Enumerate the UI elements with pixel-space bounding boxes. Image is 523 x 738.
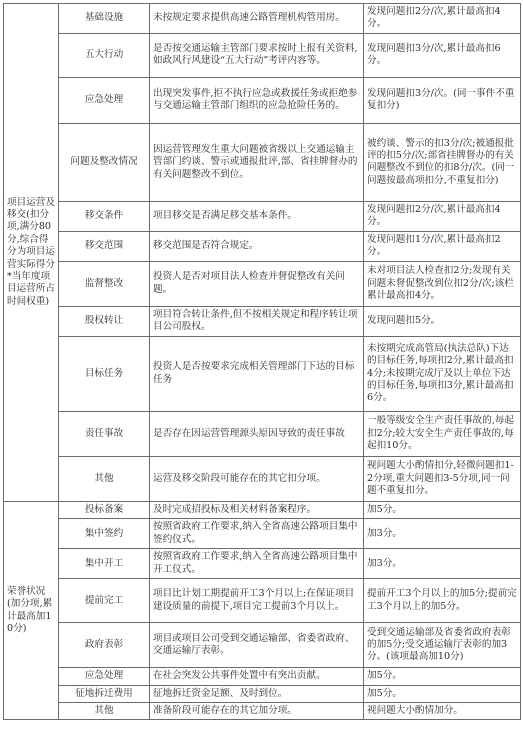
item-rule: 提前开工3个月以上的加5分;提前完工3个月以上的加5分。 [364,579,521,623]
item-rule: 加3分。 [364,519,521,549]
item-name: 责任事故 [59,411,150,456]
item-name: 征地拆迁费用 [59,685,150,702]
table-row [4,306,521,336]
item-content: 运营及移交阶段可能存在的其它扣分项。 [150,456,364,501]
item-rule: 视问题大小酌情加分。 [364,703,521,720]
item-name: 政府表彰 [59,623,150,668]
item-content: 在社会突发公共事件处置中有突出贡献。 [150,668,364,685]
item-name: 应急处理 [59,77,150,123]
item-content: 准备阶段可能存在的其它加分项。 [150,703,364,720]
table-row [4,456,521,501]
table-row [4,703,521,720]
item-content: 投资人是否按要求完成相关管理部门下达的目标任务 [150,336,364,411]
item-content: 移交范围是否符合规定。 [150,231,364,261]
item-name: 应急处理 [59,668,150,685]
item-name: 集中签约 [59,519,150,549]
table-row [4,519,521,549]
item-content: 是否按交通运输主管部门要求按时上报有关资料,如政风行风建设“五大行动”考评内容等。 [150,33,364,77]
item-rule: 未按期完成高管局(执法总队)下达的目标任务,每项扣2分,累计最高扣4分;未按期完成厅及以上单位下达的目标任务,每项扣3分,累计最高扣6分。 [364,336,521,411]
item-rule: 加5分。 [364,668,521,685]
item-name: 目标任务 [59,336,150,411]
item-content: 因运营管理发生重大问题被省级以上交通运输主管部门约谈、警示或通报批评,部、省挂牌督办的有关问题整改不到位。 [150,123,364,201]
item-rule: 未对项目法人检查扣2分;发现有关问题未督促整改到位扣2分/次;该栏累计最高扣4分。 [364,261,521,306]
table-row [4,123,521,201]
item-rule: 受到交通运输部及省委省政府表彰的加5分;受交通运输厅表彰的加3分。(该项最高加10分) [364,623,521,668]
item-name: 其他 [59,703,150,720]
table-row [4,336,521,411]
category-deduction: 项目运营及移交(扣分项,满分80分,综合得分为项目运营实际得分*当年度项目运营所占时间权重) [4,4,59,502]
table-row [4,4,521,34]
item-content: 项目移交是否满足移交基本条件。 [150,201,364,231]
table-row [4,33,521,77]
item-content: 按照省政府工作要求,纳入全省高速公路项目集中开工仪式。 [150,549,364,579]
table-row [4,231,521,261]
item-rule: 发现问题扣2分/次,累计最高扣4分。 [364,201,521,231]
item-content: 及时完成招投标及相关材料备案程序。 [150,501,364,518]
item-rule: 发现问题扣5分。 [364,306,521,336]
evaluation-table [3,3,521,720]
item-content: 项目比计划工期提前开工3个月以上;在保证项目建设质量的前提下,项目完工提前3个月以上。 [150,579,364,623]
item-rule: 发现问题扣2分/次,累计最高扣4分。 [364,4,521,34]
item-name: 移交范围 [59,231,150,261]
table-row [4,623,521,668]
item-name: 五大行动 [59,33,150,77]
item-content: 项目符合转让条件,但不按相关规定和程序转让项目公司股权。 [150,306,364,336]
item-rule: 发现问题扣3分/次。(同一事件不重复扣分) [364,77,521,123]
item-content: 按照省政府工作要求,纳入全省高速公路项目集中签约仪式。 [150,519,364,549]
table-row [4,201,521,231]
item-rule: 被约谈、警示的扣3分/次;被通报批评的扣5分/次;部省挂牌督办的有关问题整改不到位的扣8分/次。(同一问题按最高项扣分,不重复扣分) [364,123,521,201]
item-content: 征地拆迁资金足额、及时到位。 [150,685,364,702]
table-row [4,668,521,685]
item-rule: 发现问题扣3分/次,累计最高扣6分。 [364,33,521,77]
item-name: 股权转让 [59,306,150,336]
item-rule: 加3分。 [364,549,521,579]
item-rule: 加5分。 [364,685,521,702]
item-content: 出现突发事件,拒不执行应急或救援任务或拒绝参与交通运输主管部门组织的应急抢险任务的。 [150,77,364,123]
table-row [4,579,521,623]
table-row [4,261,521,306]
item-content: 是否存在因运营管理源头原因导致的责任事故 [150,411,364,456]
table-row [4,549,521,579]
item-rule: 发现问题扣1分/次,累计最高扣2分。 [364,231,521,261]
item-rule: 加5分。 [364,501,521,518]
item-rule: 一般等级安全生产责任事故的,每起扣2分;较大安全生产责任事故的,每起扣10分。 [364,411,521,456]
table-row [4,685,521,702]
table-row [4,77,521,123]
item-name: 投标备案 [59,501,150,518]
item-name: 提前完工 [59,579,150,623]
category-bonus: 荣誉状况(加分项,累计最高加10分) [4,501,59,720]
table-row [4,501,521,518]
item-name: 移交条件 [59,201,150,231]
item-name: 问题及整改情况 [59,123,150,201]
item-content: 项目或项目公司受到交通运输部、省委省政府、交通运输厅表彰。 [150,623,364,668]
item-rule: 视问题大小酌情扣分,轻微问题扣1-2分项,重大问题扣3-5分项,同一问题不重复扣分。 [364,456,521,501]
table-row [4,411,521,456]
item-name: 集中开工 [59,549,150,579]
item-content: 未按规定要求提供高速公路管理机构管用房。 [150,4,364,34]
item-content: 投资人是否对项目法人检查并督促整改有关问题。 [150,261,364,306]
item-name: 监督整改 [59,261,150,306]
item-name: 基础设施 [59,4,150,34]
item-name: 其他 [59,456,150,501]
